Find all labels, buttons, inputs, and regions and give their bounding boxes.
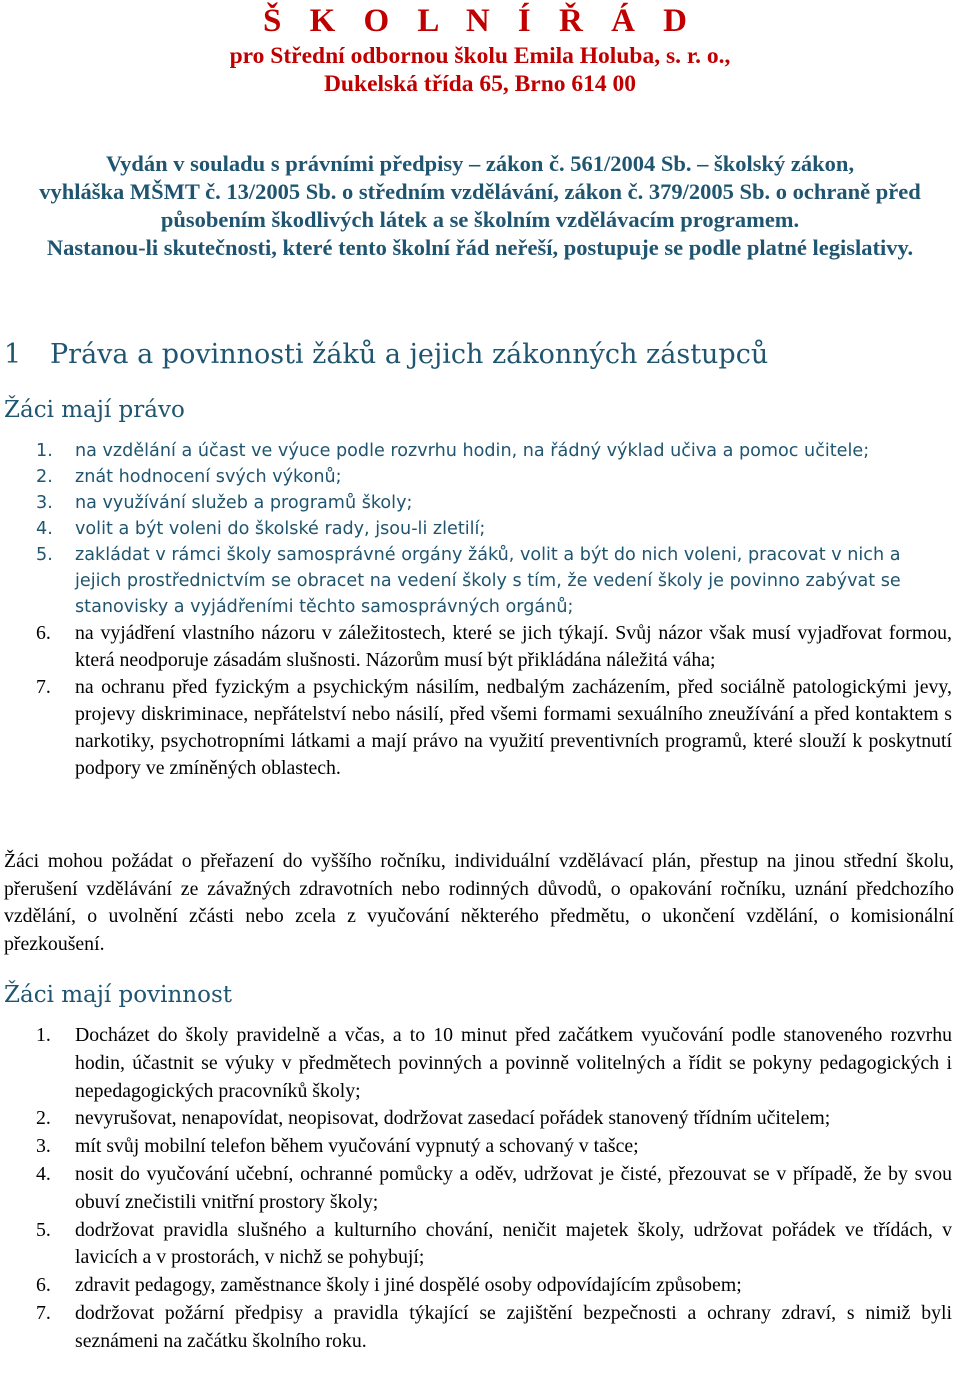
rights-list [0, 438, 960, 782]
list-item: 5. zakládat v rámci školy samosprávné orgány žáků, volit a být do nich voleni, pracovat v nich a jejich prostřednictvím se obracet na vedení školy s tím, že vedení školy je povinno zabývat se stanovisky a vyjádřeními těchto samosprávných orgánů; [36, 545, 901, 617]
rights-heading: Žáci mají právo [4, 397, 185, 423]
list-item: 2. nevyrušovat, nenapovídat, neopisovat, dodržovat zasedací pořádek stanovený třídním učitelem; [36, 1107, 831, 1130]
document-title: Š K O L N Í Ř Á D [262, 3, 698, 39]
duties-heading: Žáci mají povinnost [4, 982, 233, 1008]
school-name: pro Střední odbornou školu Emila Holuba, s. r. o., [229, 43, 731, 69]
list-item: 3. na využívání služeb a programů školy; [36, 493, 413, 513]
rights-paragraph: Žáci mohou požádat o přeřazení do vyššího ročníku, individuální vzdělávací plán, přestup na jinou střední školu, přerušení vzdělávání ze závažných zdravotních nebo rodinných důvodů, o opakování ročníku, uznání předchozího vzdělání, o uvolnění zčásti nebo zcela z vyučování některého předmětu, o ukončení vzdělání, o komisionální přezkoušení. [4, 850, 954, 955]
intro-line-1: Vydán v souladu s právními předpisy – zákon č. 561/2004 Sb. – školský zákon, [105, 151, 855, 176]
list-item: 4. volit a být voleni do školské rady, jsou-li zletilí; [36, 519, 486, 539]
list-item: 4. nosit do vyučování učební, ochranné pomůcky a oděv, udržovat je čisté, přezouvat se v případě, že by svou obuví znečistili vnitřní prostory školy; [36, 1162, 952, 1213]
section-number: 1 [4, 339, 22, 370]
intro-line-4: Nastanou-li skutečnosti, které tento školní řád neřeší, postupuje se podle platné legislativy. [46, 235, 914, 260]
list-item: 3. mít svůj mobilní telefon během vyučování vypnutý a schovaný v tašce; [36, 1135, 639, 1158]
list-item: 2. znát hodnocení svých výkonů; [36, 467, 342, 487]
section-title: Práva a povinnosti žáků a jejich zákonných zástupců [50, 339, 769, 370]
intro-line-3: působením škodlivých látek a se školním vzdělávacím programem. [160, 207, 800, 232]
school-address: Dukelská třída 65, Brno 614 00 [323, 71, 637, 97]
intro-line-2: vyhláška MŠMT č. 13/2005 Sb. o středním vzdělávání, zákon č. 379/2005 Sb. o ochraně před [39, 179, 921, 204]
list-item: 5. dodržovat pravidla slušného a kulturního chování, neničit majetek školy, udržovat pořádek ve třídách, v lavicích a v prostorách, v nichž se pohybují; [36, 1218, 952, 1269]
duties-list [0, 1022, 960, 1356]
list-item: 6. zdravit pedagogy, zaměstnance školy i jiné dospělé osoby odpovídajícím způsobem; [36, 1274, 742, 1297]
list-item: 7. na ochranu před fyzickým a psychickým násilím, nedbalým zacházením, před sociálně patologickými jevy, projevy diskriminace, nepřátelství nebo násilí, před všemi formami sexuálního zneužívání a před kontaktem s narkotiky, psychotropními látkami a mají právo na využití preventivních programů, které slouží k poskytnutí podpory ve zmíněných oblastech. [36, 676, 952, 779]
section-heading [4, 339, 768, 371]
list-item: 1. na vzdělání a účast ve výuce podle rozvrhu hodin, na řádný výklad učiva a pomoc učitele; [36, 441, 870, 461]
list-item: 7. dodržovat požární předpisy a pravidla týkající se zajištění bezpečnosti a ochrany zdraví, s nimiž byli seznámeni na začátku školního roku. [36, 1301, 952, 1352]
list-item: 1. Docházet do školy pravidelně a včas, a to 10 minut před začátkem vyučování podle stanoveného rozvrhu hodin, účastnit se výuky v předmětech povinných a povinně volitelných a řídit se pokyny pedagogických i nepedagogických pracovníků školy; [36, 1024, 952, 1102]
list-item: 6. na vyjádření vlastního názoru v záležitostech, které se jich týkají. Svůj názor však musí vyjadřovat formou, která neodporuje zásadám slušnosti. Názorům musí být přikládána náležitá váha; [36, 622, 952, 671]
